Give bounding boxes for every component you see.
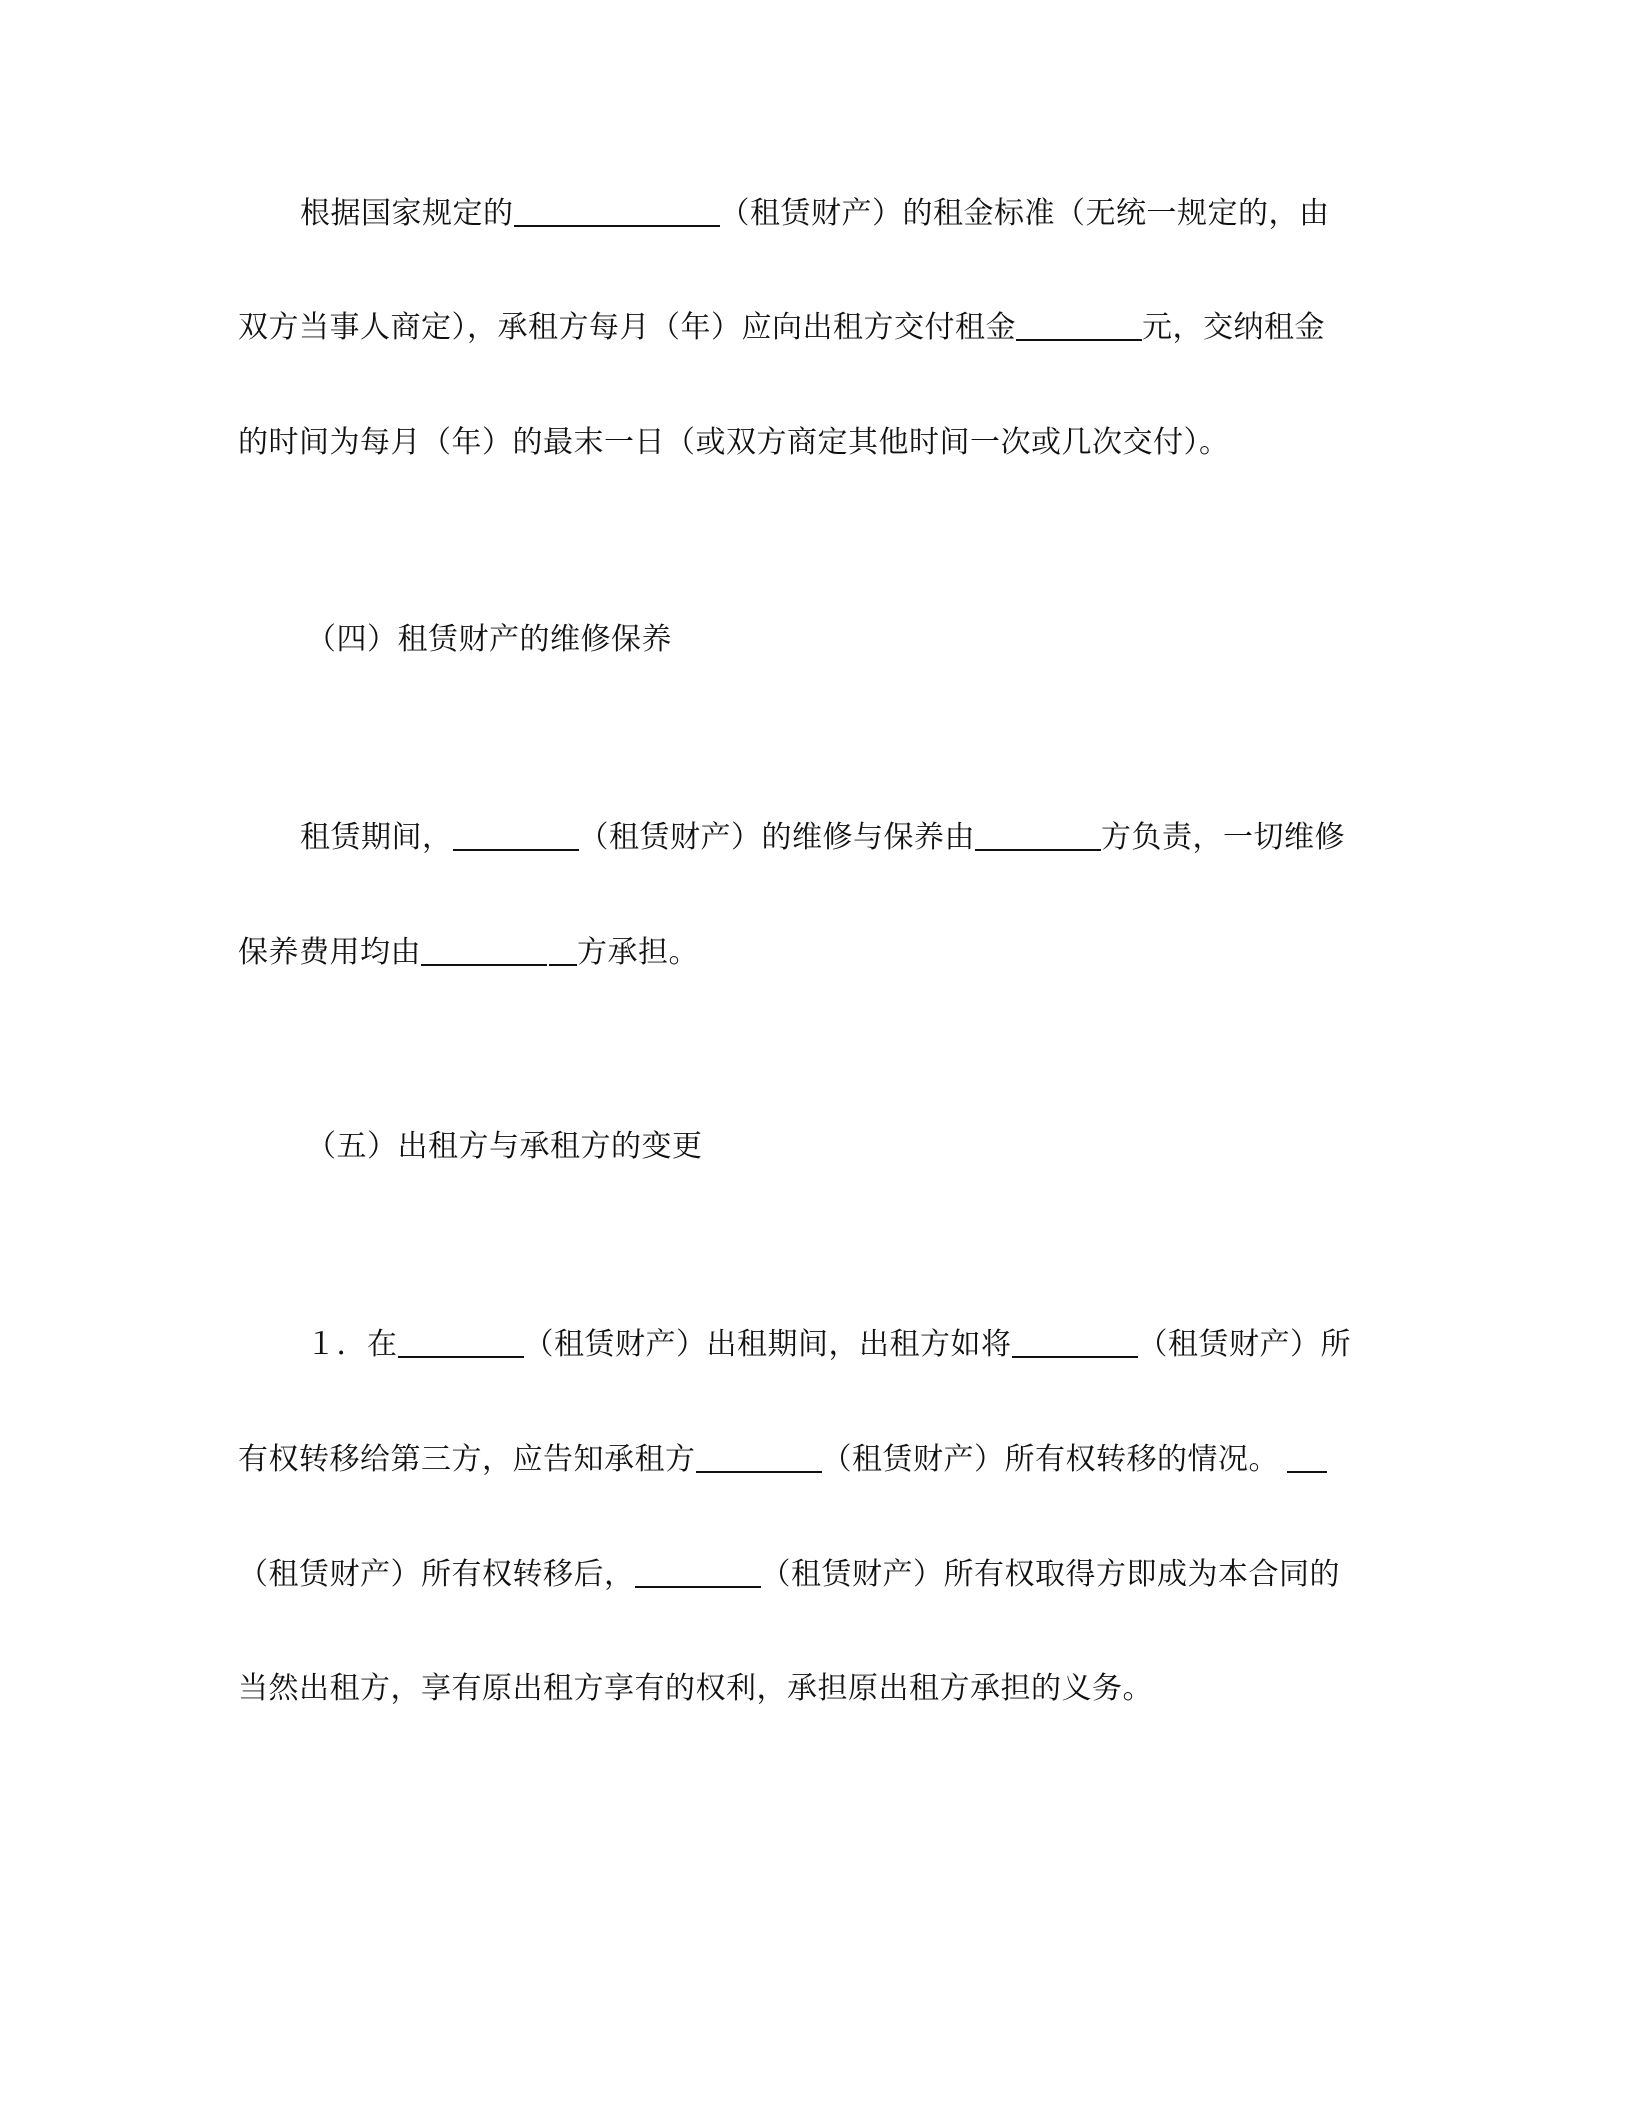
rent-paragraph-line-3: 的时间为每月（年）的最末一日（或双方商定其他时间一次或几次交付）。 xyxy=(238,425,1230,460)
change-line3-text-b: （租赁财产）所有权取得方即成为本合同的 xyxy=(760,1557,1340,1592)
fill-blank-change-property-1[interactable] xyxy=(398,1326,524,1358)
rent-line2-text-b: 元，交纳租金 xyxy=(1142,310,1325,345)
change-paragraph-line-3 xyxy=(238,1555,1340,1595)
maintenance-paragraph-line-1 xyxy=(300,818,1345,858)
rent-paragraph-line-2 xyxy=(238,308,1325,348)
change-line1-text-a: １．在 xyxy=(306,1327,398,1362)
change-paragraph-line-2 xyxy=(238,1440,1327,1480)
maintenance-line2-text-a: 保养费用均由 xyxy=(238,935,421,970)
fill-blank-change-property-4[interactable] xyxy=(1287,1441,1327,1473)
fill-blank-cost-party-tail[interactable] xyxy=(549,934,577,966)
fill-blank-change-property-5[interactable] xyxy=(635,1556,761,1588)
rent-line1-text-b: （租赁财产）的租金标准（无统一规定的，由 xyxy=(719,196,1330,231)
fill-blank-change-property-2[interactable] xyxy=(1012,1326,1138,1358)
change-line2-text-b: （租赁财产）所有权转移的情况。 xyxy=(821,1442,1279,1477)
fill-blank-change-property-3[interactable] xyxy=(696,1441,822,1473)
maintenance-paragraph-line-2 xyxy=(238,933,699,973)
section-heading-party-change: （五）出租方与承租方的变更 xyxy=(306,1129,703,1164)
fill-blank-cost-party[interactable] xyxy=(421,934,547,966)
rent-line1-text-a: 根据国家规定的 xyxy=(300,196,514,231)
maintenance-line1-text-c: 方负责，一切维修 xyxy=(1101,820,1345,855)
rent-paragraph-line-1 xyxy=(300,194,1330,234)
fill-blank-maintenance-property[interactable] xyxy=(453,819,579,851)
fill-blank-rent-standard[interactable] xyxy=(514,195,720,227)
change-paragraph-line-1 xyxy=(306,1325,1351,1365)
change-line1-text-c: （租赁财产）所 xyxy=(1137,1327,1351,1362)
maintenance-line1-text-b: （租赁财产）的维修与保养由 xyxy=(578,820,975,855)
maintenance-line2-text-b: 方承担。 xyxy=(577,935,699,970)
rent-line2-text-a: 双方当事人商定），承租方每月（年）应向出租方交付租金 xyxy=(238,310,1016,345)
change-line3-text-a: （租赁财产）所有权转移后， xyxy=(238,1557,635,1592)
change-line1-text-b: （租赁财产）出租期间，出租方如将 xyxy=(523,1327,1012,1362)
maintenance-line1-text-a: 租赁期间， xyxy=(300,820,453,855)
fill-blank-rent-amount[interactable] xyxy=(1016,309,1142,341)
section-heading-maintenance: （四）租赁财产的维修保养 xyxy=(306,622,672,657)
change-paragraph-line-4: 当然出租方，享有原出租方享有的权利，承担原出租方承担的义务。 xyxy=(238,1671,1153,1706)
fill-blank-maintenance-party[interactable] xyxy=(975,819,1101,851)
change-line2-text-a: 有权转移给第三方，应告知承租方 xyxy=(238,1442,696,1477)
